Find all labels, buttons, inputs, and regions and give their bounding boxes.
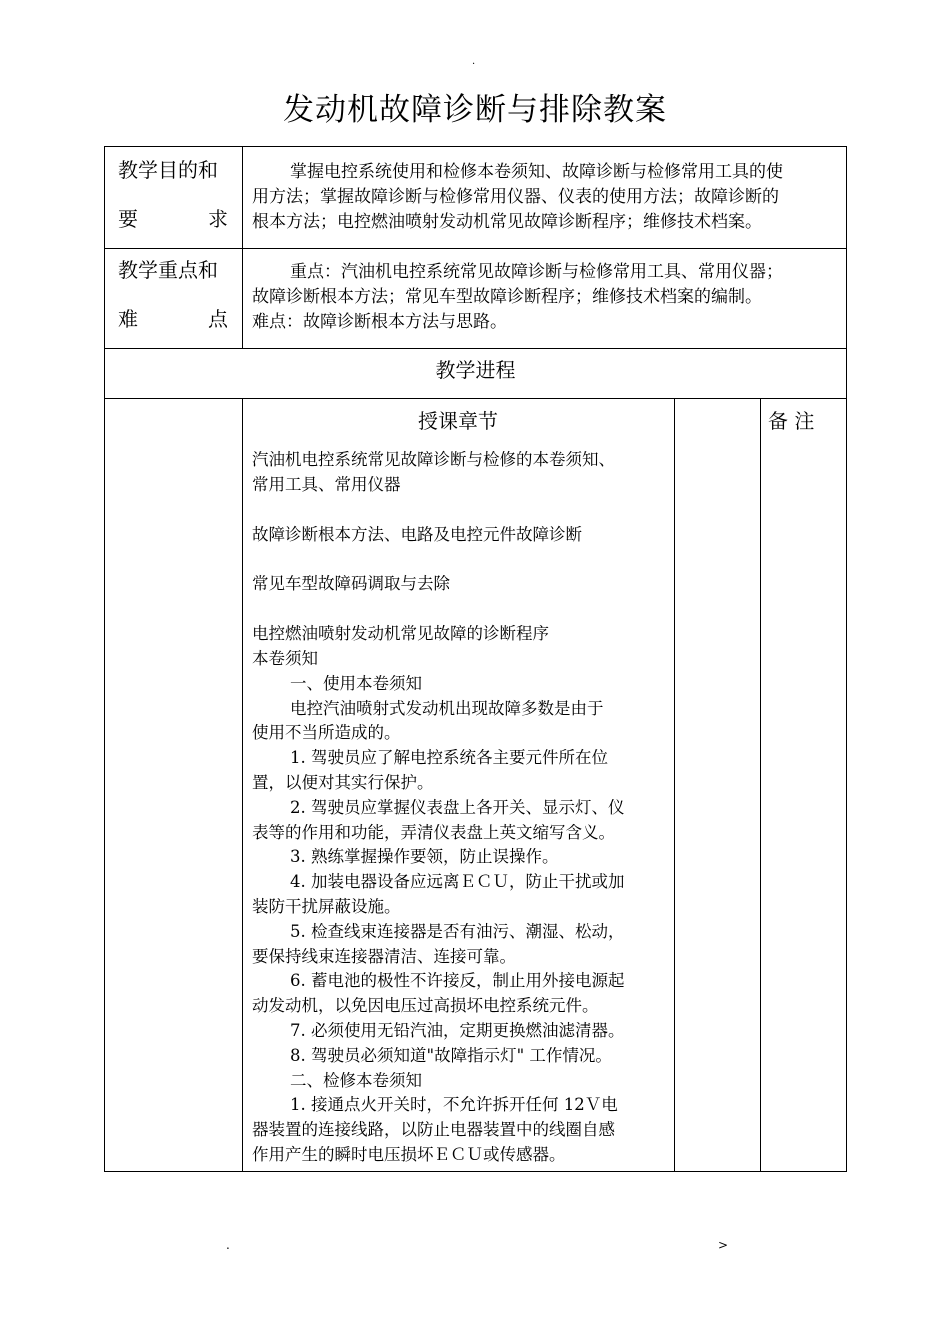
chapter-content-line: 故障诊断根本方法、电路及电控元件故障诊断	[252, 524, 582, 544]
chapter-content-line: 5. 检查线束连接器是否有油污、潮湿、松动，	[290, 921, 625, 941]
chapter-content-line: 表等的作用和功能，弄清仪表盘上英文缩写含义。	[252, 822, 615, 842]
chapter-content-line: 2. 驾驶员应掌握仪表盘上各开关、显示灯、仪	[290, 797, 625, 817]
objectives-label-line2a: 要	[118, 207, 138, 231]
keypoints-line: 重点：汽油机电控系统常见故障诊断与检修常用工具、常用仪器；	[290, 262, 783, 282]
chapter-content-line: 常见车型故障码调取与去除	[252, 574, 450, 594]
chapter-content-line: 7. 必须使用无铅汽油，定期更换燃油滤清器。	[290, 1020, 625, 1040]
chapter-content-line: 装防干扰屏蔽设施。	[252, 896, 401, 916]
chapter-content-line: 汽油机电控系统常见故障诊断与检修的本卷须知、	[252, 450, 615, 469]
chapter-content-line: 4. 加装电器设备应远离ＥＣＵ，防止干扰或加	[290, 872, 625, 892]
objectives-line: 掌握电控系统使用和检修本卷须知、故障诊断与检修常用工具的使	[290, 162, 783, 182]
remarks-header: 备 注	[768, 409, 815, 433]
chapter-content-line: 本卷须知	[252, 648, 318, 668]
chapter-content-line: 动发动机，以免因电压过高损坏电控系统元件。	[252, 996, 599, 1016]
objectives-line: 根本方法；电控燃油喷射发动机常见故障诊断程序；维修技术档案。	[252, 212, 762, 232]
keypoints-line: 难点：故障诊断根本方法与思路。	[252, 312, 507, 332]
chapter-content-line: 要保持线束连接器清洁、连接可靠。	[252, 946, 516, 966]
chapter-content-line: 1. 接通点火开关时，不允许拆开任何 12Ｖ电	[290, 1095, 618, 1115]
objectives-line: 用方法；掌握故障诊断与检修常用仪器、仪表的使用方法；故障诊断的	[252, 187, 779, 207]
chapter-content-line: 电控汽油喷射式发动机出现故障多数是由于	[290, 698, 604, 718]
objectives-label-line2b: 求	[208, 207, 228, 231]
blank-line	[252, 597, 672, 622]
chapter-content-line: 常用工具、常用仪器	[252, 474, 401, 494]
chapter-content-line: 1. 驾驶员应了解电控系统各主要元件所在位	[290, 748, 608, 768]
keypoints-label-line2b: 点	[208, 307, 228, 331]
chapter-content	[252, 448, 672, 1168]
footer-left-mark: .	[226, 1238, 230, 1252]
chapter-content-line: 作用产生的瞬时电压损坏ＥＣＵ或传感器。	[252, 1144, 566, 1164]
keypoints-line: 故障诊断根本方法；常见车型故障诊断程序；维修技术档案的编制。	[252, 287, 762, 307]
header-mark: .	[472, 56, 476, 67]
chapter-content-line: 器装置的连接线路，以防止电器装置中的线圈自感	[252, 1120, 615, 1140]
chapter-content-line: 8. 驾驶员必须知道"故障指示灯" 工作情况。	[290, 1045, 612, 1065]
chapter-content-line: 一、使用本卷须知	[290, 673, 422, 693]
chapter-content-line: 使用不当所造成的。	[252, 723, 401, 743]
process-header: 教学进程	[435, 358, 516, 382]
keypoints-label-line1: 教学重点和	[118, 258, 218, 282]
footer-right-mark: >	[718, 1238, 729, 1252]
blank-line	[252, 498, 672, 523]
objectives-label-line1: 教学目的和	[118, 158, 218, 182]
chapter-content-line: 置，以便对其实行保护。	[252, 772, 434, 792]
blank-line	[252, 547, 672, 572]
page-title: 发动机故障诊断与排除教案	[283, 92, 667, 128]
chapter-content-line: 3. 熟练掌握操作要领，防止误操作。	[290, 847, 559, 867]
chapter-content-line: 二、检修本卷须知	[290, 1070, 422, 1090]
chapter-content-line: 6. 蓄电池的极性不许接反，制止用外接电源起	[290, 971, 625, 991]
keypoints-label-line2a: 难	[118, 307, 138, 331]
chapter-content-line: 电控燃油喷射发动机常见故障的诊断程序	[252, 624, 549, 644]
chapter-header: 授课章节	[418, 409, 498, 433]
